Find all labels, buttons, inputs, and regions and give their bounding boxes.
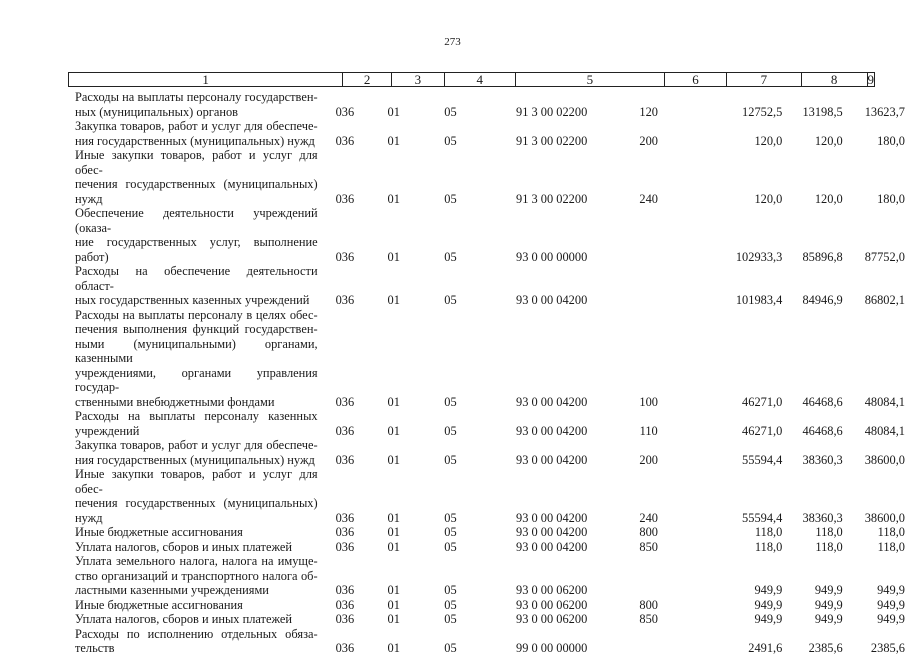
row-amount-year1: 2491,6 <box>748 641 783 655</box>
row-amount-year3: 38600,0 <box>864 452 905 467</box>
row-subsection: 05 <box>444 641 457 655</box>
row-amount-year3: 13623,7 <box>864 104 905 119</box>
row-target-article: 93 0 00 04200 <box>516 423 588 438</box>
table-row <box>0 525 905 540</box>
row-expense-type: 800 <box>639 597 658 612</box>
row-section: 01 <box>387 539 400 554</box>
row-name-line: нужд <box>75 191 103 206</box>
row-subsection: 05 <box>444 510 457 525</box>
row-amount-year1: 55594,4 <box>742 510 783 525</box>
row-code: 036 <box>335 249 355 264</box>
row-name-line: Закупка товаров, работ и услуг для обеспече- <box>75 438 318 452</box>
row-name-line: печения выполнения функций государствен- <box>75 322 318 336</box>
row-target-article: 93 0 00 06200 <box>516 597 588 612</box>
row-target-article: 93 0 00 04200 <box>516 394 588 409</box>
row-target-article: 93 0 00 06200 <box>516 583 588 597</box>
row-subsection: 05 <box>444 249 457 264</box>
row-amount-year2: 949,9 <box>814 583 843 597</box>
row-amount-year1: 118,0 <box>754 539 783 554</box>
row-subsection: 05 <box>444 133 457 148</box>
row-subsection: 05 <box>444 612 457 626</box>
row-name-line: ных государственных казенных учреждений <box>75 293 310 307</box>
row-subsection: 05 <box>444 539 457 554</box>
row-expense-type: 110 <box>639 423 658 438</box>
row-amount-year1: 949,9 <box>754 597 783 612</box>
row-name <box>75 598 318 613</box>
row-section: 01 <box>387 583 400 597</box>
row-name-line: ластными казенными учреждениями <box>75 583 269 597</box>
row-expense-type: 100 <box>639 394 658 409</box>
row-target-article: 91 3 00 02200 <box>516 191 588 206</box>
row-code: 036 <box>335 191 355 206</box>
row-code: 036 <box>335 423 355 438</box>
row-amount-year3: 949,9 <box>877 597 905 612</box>
row-target-article: 93 0 00 04200 <box>516 452 588 467</box>
row-name-line: учреждениями, органами управления государ- <box>75 365 318 394</box>
row-amount-year1: 120,0 <box>754 191 783 206</box>
row-section: 01 <box>387 249 400 264</box>
row-amount-year1: 118,0 <box>754 525 783 539</box>
row-amount-year1: 949,9 <box>754 583 783 597</box>
row-name-line: Расходы на выплаты персоналу государствен- <box>75 90 318 104</box>
row-amount-year3: 48084,1 <box>864 423 905 438</box>
row-amount-year2: 38360,3 <box>802 510 843 525</box>
row-name <box>75 148 318 206</box>
row-code: 036 <box>335 133 355 148</box>
row-name-line: тельств <box>75 641 115 655</box>
row-amount-year1: 101983,4 <box>735 293 783 307</box>
row-name-line: Обеспечение деятельности учреждений (оказа- <box>75 206 318 235</box>
row-section: 01 <box>387 452 400 467</box>
row-subsection: 05 <box>444 293 457 307</box>
row-name <box>75 119 318 148</box>
row-name-line: Уплата налогов, сборов и иных платежей <box>75 612 293 626</box>
row-code: 036 <box>335 612 355 626</box>
header-col-7: 7 <box>727 73 802 86</box>
row-name-line: Закупка товаров, работ и услуг для обеспече- <box>75 119 318 133</box>
row-name-line: нужд <box>75 510 103 525</box>
row-amount-year1: 46271,0 <box>742 394 783 409</box>
row-amount-year3: 38600,0 <box>864 510 905 525</box>
row-section: 01 <box>387 510 400 525</box>
row-name <box>75 627 318 656</box>
row-section: 01 <box>387 525 400 539</box>
row-subsection: 05 <box>444 525 457 539</box>
row-name-line: ние государственных услуг, выполнение работ) <box>75 235 318 264</box>
row-code: 036 <box>335 394 355 409</box>
table-row <box>0 612 905 627</box>
row-name <box>75 525 318 540</box>
row-target-article: 91 3 00 02200 <box>516 133 588 148</box>
row-subsection: 05 <box>444 597 457 612</box>
row-amount-year2: 85896,8 <box>802 249 843 264</box>
row-amount-year2: 84946,9 <box>802 293 843 307</box>
row-code: 036 <box>335 525 355 539</box>
row-name-line: Расходы на выплаты персоналу казенных <box>75 409 318 423</box>
row-name <box>75 264 318 308</box>
row-amount-year2: 120,0 <box>814 191 843 206</box>
table-row <box>0 119 905 148</box>
row-name <box>75 554 318 598</box>
row-name-line: ных (муниципальных) органов <box>75 104 239 119</box>
row-amount-year2: 2385,6 <box>808 641 843 655</box>
row-name-line: Иные бюджетные ассигнования <box>75 597 243 612</box>
row-section: 01 <box>387 423 400 438</box>
header-col-5: 5 <box>516 73 666 86</box>
row-expense-type: 800 <box>639 525 658 539</box>
header-col-8: 8 <box>802 73 868 86</box>
row-name <box>75 467 318 525</box>
row-name-line: Уплата земельного налога, налога на имуще- <box>75 554 318 568</box>
row-name-line: Расходы на выплаты персоналу в целях обес- <box>75 307 318 322</box>
row-section: 01 <box>387 597 400 612</box>
row-amount-year2: 46468,6 <box>802 394 843 409</box>
row-subsection: 05 <box>444 104 457 119</box>
row-amount-year2: 949,9 <box>814 597 843 612</box>
table-body <box>0 90 905 656</box>
row-subsection: 05 <box>444 423 457 438</box>
row-code: 036 <box>335 539 355 554</box>
row-amount-year1: 55594,4 <box>742 452 783 467</box>
row-expense-type: 240 <box>639 510 658 525</box>
row-name-line: печения государственных (муниципальных) <box>75 496 318 510</box>
row-expense-type: 200 <box>639 452 658 467</box>
header-col-1: 1 <box>69 73 343 86</box>
row-section: 01 <box>387 191 400 206</box>
row-target-article: 93 0 00 04200 <box>516 539 588 554</box>
table-row <box>0 409 905 438</box>
row-target-article: 93 0 00 00000 <box>516 249 588 264</box>
row-amount-year2: 118,0 <box>815 539 843 554</box>
header-col-2: 2 <box>343 73 392 86</box>
row-target-article: 93 0 00 04200 <box>516 510 588 525</box>
table-row <box>0 264 905 308</box>
row-section: 01 <box>387 394 400 409</box>
row-name <box>75 308 318 410</box>
row-expense-type: 120 <box>639 104 658 119</box>
row-amount-year2: 118,0 <box>815 525 843 539</box>
row-code: 036 <box>335 452 355 467</box>
row-target-article: 93 0 00 06200 <box>516 612 588 626</box>
row-name <box>75 409 318 438</box>
row-amount-year3: 180,0 <box>877 133 905 148</box>
row-target-article: 99 0 00 00000 <box>516 641 588 655</box>
table-row <box>0 206 905 264</box>
row-target-article: 93 0 00 04200 <box>516 293 588 307</box>
row-amount-year3: 949,9 <box>877 583 905 597</box>
row-amount-year2: 120,0 <box>814 133 843 148</box>
row-name <box>75 90 318 119</box>
row-name-line: ния государственных (муниципальных) нужд <box>75 452 315 467</box>
table-header <box>68 72 875 87</box>
row-section: 01 <box>387 293 400 307</box>
header-col-6: 6 <box>665 73 727 86</box>
row-amount-year2: 38360,3 <box>802 452 843 467</box>
row-name-line: ство организаций и транспортного налога об- <box>75 568 318 583</box>
row-expense-type: 850 <box>639 612 658 626</box>
row-subsection: 05 <box>444 394 457 409</box>
row-code: 036 <box>335 510 355 525</box>
row-name-line: Расходы на обеспечение деятельности област- <box>75 264 318 293</box>
row-subsection: 05 <box>444 452 457 467</box>
row-expense-type: 200 <box>639 133 658 148</box>
row-target-article: 93 0 00 04200 <box>516 525 588 539</box>
row-amount-year2: 949,9 <box>814 612 843 626</box>
row-subsection: 05 <box>444 583 457 597</box>
row-name-line: ными (муниципальными) органами, казенными <box>75 336 318 365</box>
table-row <box>0 554 905 598</box>
row-name-line: Расходы по исполнению отдельных обяза- <box>75 626 318 641</box>
row-code: 036 <box>335 583 355 597</box>
row-name-line: ния государственных (муниципальных) нужд <box>75 133 315 148</box>
row-subsection: 05 <box>444 191 457 206</box>
row-section: 01 <box>387 104 400 119</box>
row-amount-year1: 949,9 <box>754 612 783 626</box>
row-name-line: Уплата налогов, сборов и иных платежей <box>75 539 293 554</box>
row-name-line: Иные закупки товаров, работ и услуг для обес- <box>75 467 318 496</box>
row-amount-year1: 12752,5 <box>742 104 783 119</box>
row-name <box>75 612 318 627</box>
row-amount-year3: 87752,0 <box>864 249 905 264</box>
row-name <box>75 540 318 555</box>
row-expense-type: 850 <box>639 539 658 554</box>
row-name-line: ственными внебюджетными фондами <box>75 394 275 409</box>
row-amount-year3: 86802,1 <box>864 293 905 307</box>
table-row <box>0 148 905 206</box>
header-col-3: 3 <box>392 73 445 86</box>
row-code: 036 <box>335 104 355 119</box>
row-code: 036 <box>335 641 355 655</box>
row-name <box>75 206 318 264</box>
row-name-line: Иные закупки товаров, работ и услуг для обес- <box>75 148 318 177</box>
row-code: 036 <box>335 597 355 612</box>
row-expense-type: 240 <box>639 191 658 206</box>
row-code: 036 <box>335 293 355 307</box>
table-row <box>0 438 905 467</box>
table-row <box>0 90 905 119</box>
row-target-article: 91 3 00 02200 <box>516 104 588 119</box>
row-amount-year1: 120,0 <box>754 133 783 148</box>
row-amount-year3: 949,9 <box>877 612 905 626</box>
page-number: 273 <box>444 36 461 48</box>
header-col-4: 4 <box>445 73 516 86</box>
row-amount-year3: 118,0 <box>877 525 905 539</box>
row-section: 01 <box>387 641 400 655</box>
row-amount-year3: 118,0 <box>877 539 905 554</box>
row-section: 01 <box>387 133 400 148</box>
row-amount-year2: 46468,6 <box>802 423 843 438</box>
row-name-line: Иные бюджетные ассигнования <box>75 525 243 539</box>
row-section: 01 <box>387 612 400 626</box>
row-name-line: печения государственных (муниципальных) <box>75 177 318 191</box>
row-amount-year2: 13198,5 <box>802 104 843 119</box>
row-amount-year3: 180,0 <box>877 191 905 206</box>
table-row <box>0 598 905 613</box>
row-amount-year3: 2385,6 <box>870 641 905 655</box>
row-amount-year1: 46271,0 <box>742 423 783 438</box>
table-row <box>0 467 905 525</box>
table-row <box>0 540 905 555</box>
row-amount-year1: 102933,3 <box>735 249 783 264</box>
header-col-9: 9 <box>867 72 875 87</box>
table-row <box>0 627 905 656</box>
row-name-line: учреждений <box>75 423 140 438</box>
table-row <box>0 308 905 410</box>
row-amount-year3: 48084,1 <box>864 394 905 409</box>
row-name <box>75 438 318 467</box>
